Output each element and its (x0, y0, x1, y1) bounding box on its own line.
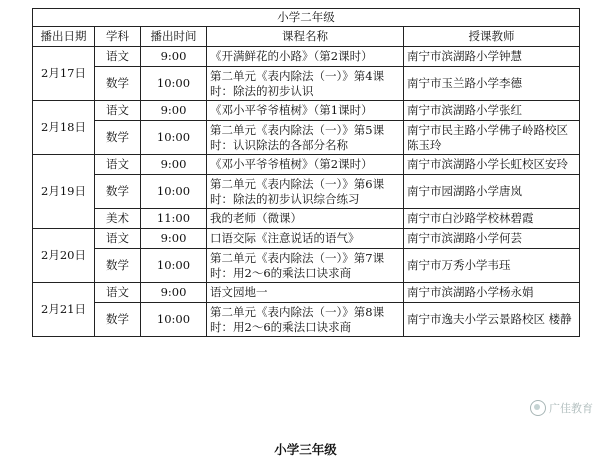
subject-cell: 数学 (95, 121, 141, 155)
subject-cell: 美术 (95, 209, 141, 229)
table-row (33, 303, 580, 337)
course-cell: 《开满鲜花的小路》（第2课时） (207, 47, 404, 67)
teacher-cell: 南宁市滨湖路小学钟慧 (404, 47, 580, 67)
time-cell: 9:00 (141, 283, 207, 303)
header-date: 播出日期 (33, 27, 95, 47)
next-section-title: 小学三年级 (274, 442, 337, 457)
time-cell: 9:00 (141, 101, 207, 121)
table-row (33, 101, 580, 121)
course-cell: 我的老师（微课） (207, 209, 404, 229)
time-cell: 10:00 (141, 249, 207, 283)
course-cell: 第二单元《表内除法（一）》第5课时：认识除法的各部分名称 (207, 121, 404, 155)
time-cell: 9:00 (141, 47, 207, 67)
table-row (33, 121, 580, 155)
course-cell: 语文园地一 (207, 283, 404, 303)
table-row (33, 67, 580, 101)
time-cell: 10:00 (141, 121, 207, 155)
date-cell: 2月19日 (33, 155, 95, 229)
time-cell: 9:00 (141, 155, 207, 175)
date-cell: 2月18日 (33, 101, 95, 155)
course-cell: 第二单元《表内除法（一）》第8课时：用2～6的乘法口诀求商 (207, 303, 404, 337)
header-time: 播出时间 (141, 27, 207, 47)
teacher-cell: 南宁市逸夫小学云景路校区 楼静 (404, 303, 580, 337)
table-row (33, 283, 580, 303)
teacher-cell: 南宁市滨湖路小学张红 (404, 101, 580, 121)
teacher-cell: 南宁市滨湖路小学长虹校区安玲 (404, 155, 580, 175)
watermark-text: 广佳教育 (549, 402, 593, 415)
teacher-cell: 南宁市万秀小学韦珏 (404, 249, 580, 283)
header-teacher: 授课教师 (404, 27, 580, 47)
table-row (33, 249, 580, 283)
course-cell: 第二单元《表内除法（一）》第4课时：除法的初步认识 (207, 67, 404, 101)
course-cell: 《邓小平爷爷植树》（第2课时） (207, 155, 404, 175)
subject-cell: 语文 (95, 155, 141, 175)
table-row (33, 47, 580, 67)
date-cell: 2月17日 (33, 47, 95, 101)
watermark (530, 400, 593, 416)
subject-cell: 数学 (95, 175, 141, 209)
header-row (33, 27, 580, 47)
subject-cell: 语文 (95, 101, 141, 121)
header-subject: 学科 (95, 27, 141, 47)
date-cell: 2月20日 (33, 229, 95, 283)
table-row (33, 155, 580, 175)
teacher-cell: 南宁市玉兰路小学李德 (404, 67, 580, 101)
watermark-logo-icon (530, 400, 546, 416)
subject-cell: 语文 (95, 229, 141, 249)
subject-cell: 数学 (95, 303, 141, 337)
subject-cell: 数学 (95, 67, 141, 101)
course-cell: 第二单元《表内除法（一）》第6课时：除法的初步认识综合练习 (207, 175, 404, 209)
table-row (33, 175, 580, 209)
schedule-table (32, 8, 580, 337)
table-row (33, 229, 580, 249)
subject-cell: 语文 (95, 283, 141, 303)
time-cell: 10:00 (141, 67, 207, 101)
teacher-cell: 南宁市滨湖路小学何芸 (404, 229, 580, 249)
table-title: 小学二年级 (33, 9, 580, 27)
subject-cell: 数学 (95, 249, 141, 283)
course-cell: 第二单元《表内除法（一）》第7课时：用2～6的乘法口诀求商 (207, 249, 404, 283)
date-cell: 2月21日 (33, 283, 95, 337)
table-row (33, 209, 580, 229)
course-cell: 口语交际《注意说话的语气》 (207, 229, 404, 249)
time-cell: 10:00 (141, 303, 207, 337)
time-cell: 10:00 (141, 175, 207, 209)
subject-cell: 语文 (95, 47, 141, 67)
time-cell: 11:00 (141, 209, 207, 229)
teacher-cell: 南宁市滨湖路小学杨永娟 (404, 283, 580, 303)
table-title-row (33, 9, 580, 27)
header-course: 课程名称 (207, 27, 404, 47)
time-cell: 9:00 (141, 229, 207, 249)
teacher-cell: 南宁市园湖路小学唐岚 (404, 175, 580, 209)
teacher-cell: 南宁市白沙路学校林碧霞 (404, 209, 580, 229)
teacher-cell: 南宁市民主路小学佛子岭路校区陈玉玲 (404, 121, 580, 155)
course-cell: 《邓小平爷爷植树》（第1课时） (207, 101, 404, 121)
